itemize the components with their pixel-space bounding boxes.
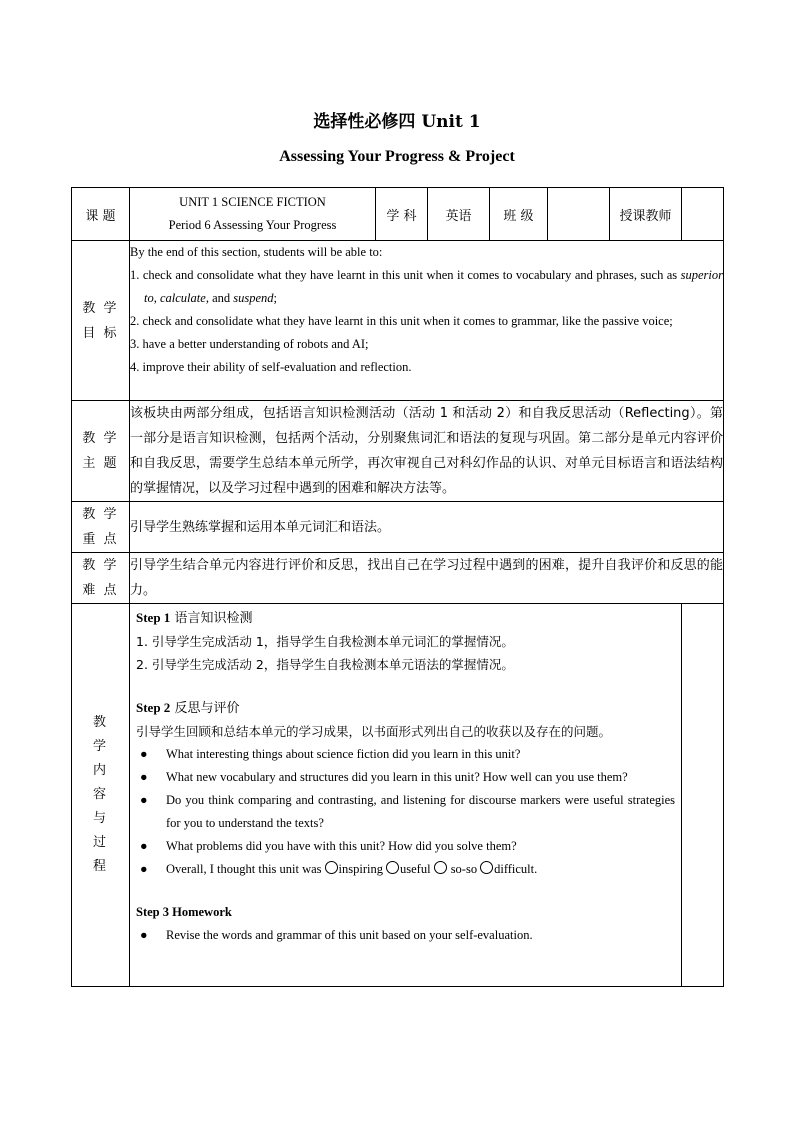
vocab-calculate: calculate bbox=[159, 291, 206, 305]
course-label: 课 题 bbox=[72, 188, 130, 241]
bullet-icon: ● bbox=[140, 770, 148, 784]
info-row bbox=[72, 188, 724, 241]
objective-item-1-end: ; bbox=[273, 291, 278, 305]
theme-row bbox=[72, 401, 724, 502]
page-title: 选择性必修四 Unit 1 bbox=[313, 112, 481, 132]
objectives-label-line2: 目 标 bbox=[82, 325, 119, 341]
rating-item bbox=[136, 858, 675, 881]
process-label-char: 容 bbox=[92, 787, 108, 802]
step1-item-2: 2. 引导学生完成活动 2，指导学生自我检测本单元语法的掌握情况。 bbox=[136, 657, 514, 672]
homework-item bbox=[136, 924, 675, 947]
step2-title-cn: 反思与评价 bbox=[170, 701, 240, 716]
rating-lead: Overall, I thought this unit was bbox=[166, 862, 322, 876]
question-text: What interesting things about science fiction did you learn in this unit? bbox=[166, 747, 521, 761]
bullet-icon: ● bbox=[140, 793, 148, 807]
objectives-content bbox=[130, 241, 724, 401]
difficulties-row bbox=[72, 553, 724, 604]
teacher-label: 授课教师 bbox=[610, 188, 682, 241]
question-text: What problems did you have with this unit? How did you solve them? bbox=[166, 839, 517, 853]
difficulties-label-line2: 难 点 bbox=[82, 583, 119, 598]
spacer bbox=[136, 881, 675, 901]
period-title: Period 6 Assessing Your Progress bbox=[168, 218, 337, 232]
objective-item-1-text: 1. check and consolidate what they have learnt in this unit when it comes to vocabulary and phrases, such as bbox=[130, 268, 681, 282]
vocab-suspend: suspend bbox=[233, 291, 274, 305]
teacher-value bbox=[682, 188, 724, 241]
objective-item-3: 3. have a better understanding of robots and AI; bbox=[130, 337, 369, 351]
key-points-label-line2: 重 点 bbox=[82, 532, 119, 547]
question-text: What new vocabulary and structures did you learn in this unit? How well can you use them? bbox=[166, 770, 628, 784]
rating-option-inspiring: inspiring bbox=[338, 862, 383, 876]
rating-option-difficult: difficult. bbox=[494, 862, 538, 876]
subject-value: 英语 bbox=[428, 188, 490, 241]
radio-circle-icon[interactable] bbox=[386, 861, 399, 874]
process-content bbox=[130, 604, 682, 987]
objectives-label-line1: 教 学 bbox=[82, 300, 119, 316]
spacer bbox=[136, 676, 675, 696]
rating-option-useful: useful bbox=[400, 862, 431, 876]
objectives-row bbox=[72, 241, 724, 401]
unit-title: UNIT 1 SCIENCE FICTION bbox=[179, 195, 326, 209]
process-label bbox=[72, 604, 130, 987]
objective-item-4: 4. improve their ability of self-evaluation and reflection. bbox=[130, 360, 412, 374]
step2-intro: 引导学生回顾和总结本单元的学习成果，以书面形式列出自己的收获以及存在的问题。 bbox=[136, 724, 612, 739]
homework-text: Revise the words and grammar of this unit based on your self-evaluation. bbox=[166, 928, 533, 942]
step1-title: Step 1 bbox=[136, 610, 171, 625]
grade-value bbox=[548, 188, 610, 241]
question-item bbox=[136, 743, 675, 766]
question-text: Do you think comparing and contrasting, and listening for discourse markers were useful strategies for you to understand the texts? bbox=[166, 793, 675, 830]
bullet-icon: ● bbox=[140, 747, 148, 761]
process-label-char: 过 bbox=[92, 835, 108, 850]
lesson-plan-table bbox=[71, 187, 724, 987]
theme-label-line1: 教 学 bbox=[82, 431, 119, 446]
process-label-char: 与 bbox=[92, 811, 108, 826]
key-points-label-line1: 教 学 bbox=[82, 507, 119, 522]
process-side-cell bbox=[682, 604, 724, 987]
bullet-icon: ● bbox=[140, 862, 148, 876]
step1-title-cn: 语言知识检测 bbox=[170, 611, 253, 626]
rating-option-so-so: so-so bbox=[447, 862, 478, 876]
radio-circle-icon[interactable] bbox=[325, 861, 338, 874]
process-row bbox=[72, 604, 724, 987]
theme-content: 该板块由两部分组成，包括语言知识检测活动（活动 1 和活动 2）和自我反思活动（Reflecting）。第一部分是语言知识检测，包括两个活动，分别聚焦词汇和语法的复现与巩固。第二部分是单元内容评价和自我反思，需要学生总结本单元所学，再次审视自己对科幻作品的认识、对单元目标语言和语法结构的掌握情况，以及学习过程中遇到的困难和解决方法等。 bbox=[130, 401, 724, 502]
difficulties-label bbox=[72, 553, 130, 604]
bullet-icon: ● bbox=[140, 928, 148, 942]
radio-circle-icon[interactable] bbox=[480, 861, 493, 874]
step1-item-1: 1. 引导学生完成活动 1，指导学生自我检测本单元词汇的掌握情况。 bbox=[136, 634, 514, 649]
objective-item-1 bbox=[130, 264, 723, 310]
objective-item-1-sep1: , bbox=[153, 291, 160, 305]
grade-label: 班 级 bbox=[490, 188, 548, 241]
difficulties-label-line1: 教 学 bbox=[82, 558, 119, 573]
question-item bbox=[136, 766, 675, 789]
page-subtitle: Assessing Your Progress & Project bbox=[279, 148, 515, 165]
key-points-row bbox=[72, 502, 724, 553]
radio-circle-icon[interactable] bbox=[434, 861, 447, 874]
process-label-char: 学 bbox=[92, 739, 108, 754]
objective-item-2: 2. check and consolidate what they have learnt in this unit when it comes to grammar, like the passive voice; bbox=[130, 314, 673, 328]
theme-label-line2: 主 题 bbox=[82, 456, 119, 471]
subject-label: 学 科 bbox=[376, 188, 428, 241]
bullet-icon: ● bbox=[140, 839, 148, 853]
objectives-intro: By the end of this section, students will be able to: bbox=[130, 245, 383, 259]
process-label-char: 程 bbox=[92, 859, 108, 874]
course-cell bbox=[130, 188, 376, 241]
step2-title: Step 2 bbox=[136, 700, 171, 715]
theme-label bbox=[72, 401, 130, 502]
step1-heading bbox=[136, 606, 675, 630]
objectives-label bbox=[72, 241, 130, 401]
question-item bbox=[136, 789, 675, 835]
objective-item-1-sep2: , and bbox=[205, 291, 234, 305]
step2-heading bbox=[136, 696, 675, 720]
key-points-content: 引导学生熟练掌握和运用本单元词汇和语法。 bbox=[130, 502, 724, 553]
question-item bbox=[136, 835, 675, 858]
difficulties-content: 引导学生结合单元内容进行评价和反思，找出自己在学习过程中遇到的困难，提升自我评价和反思的能力。 bbox=[130, 553, 724, 604]
step3-heading: Step 3 Homework bbox=[136, 905, 232, 919]
vocab-superior-to: superior to bbox=[144, 268, 723, 305]
process-label-char: 教 bbox=[92, 715, 108, 730]
process-label-char: 内 bbox=[92, 763, 108, 778]
rating-text bbox=[166, 858, 675, 881]
key-points-label bbox=[72, 502, 130, 553]
